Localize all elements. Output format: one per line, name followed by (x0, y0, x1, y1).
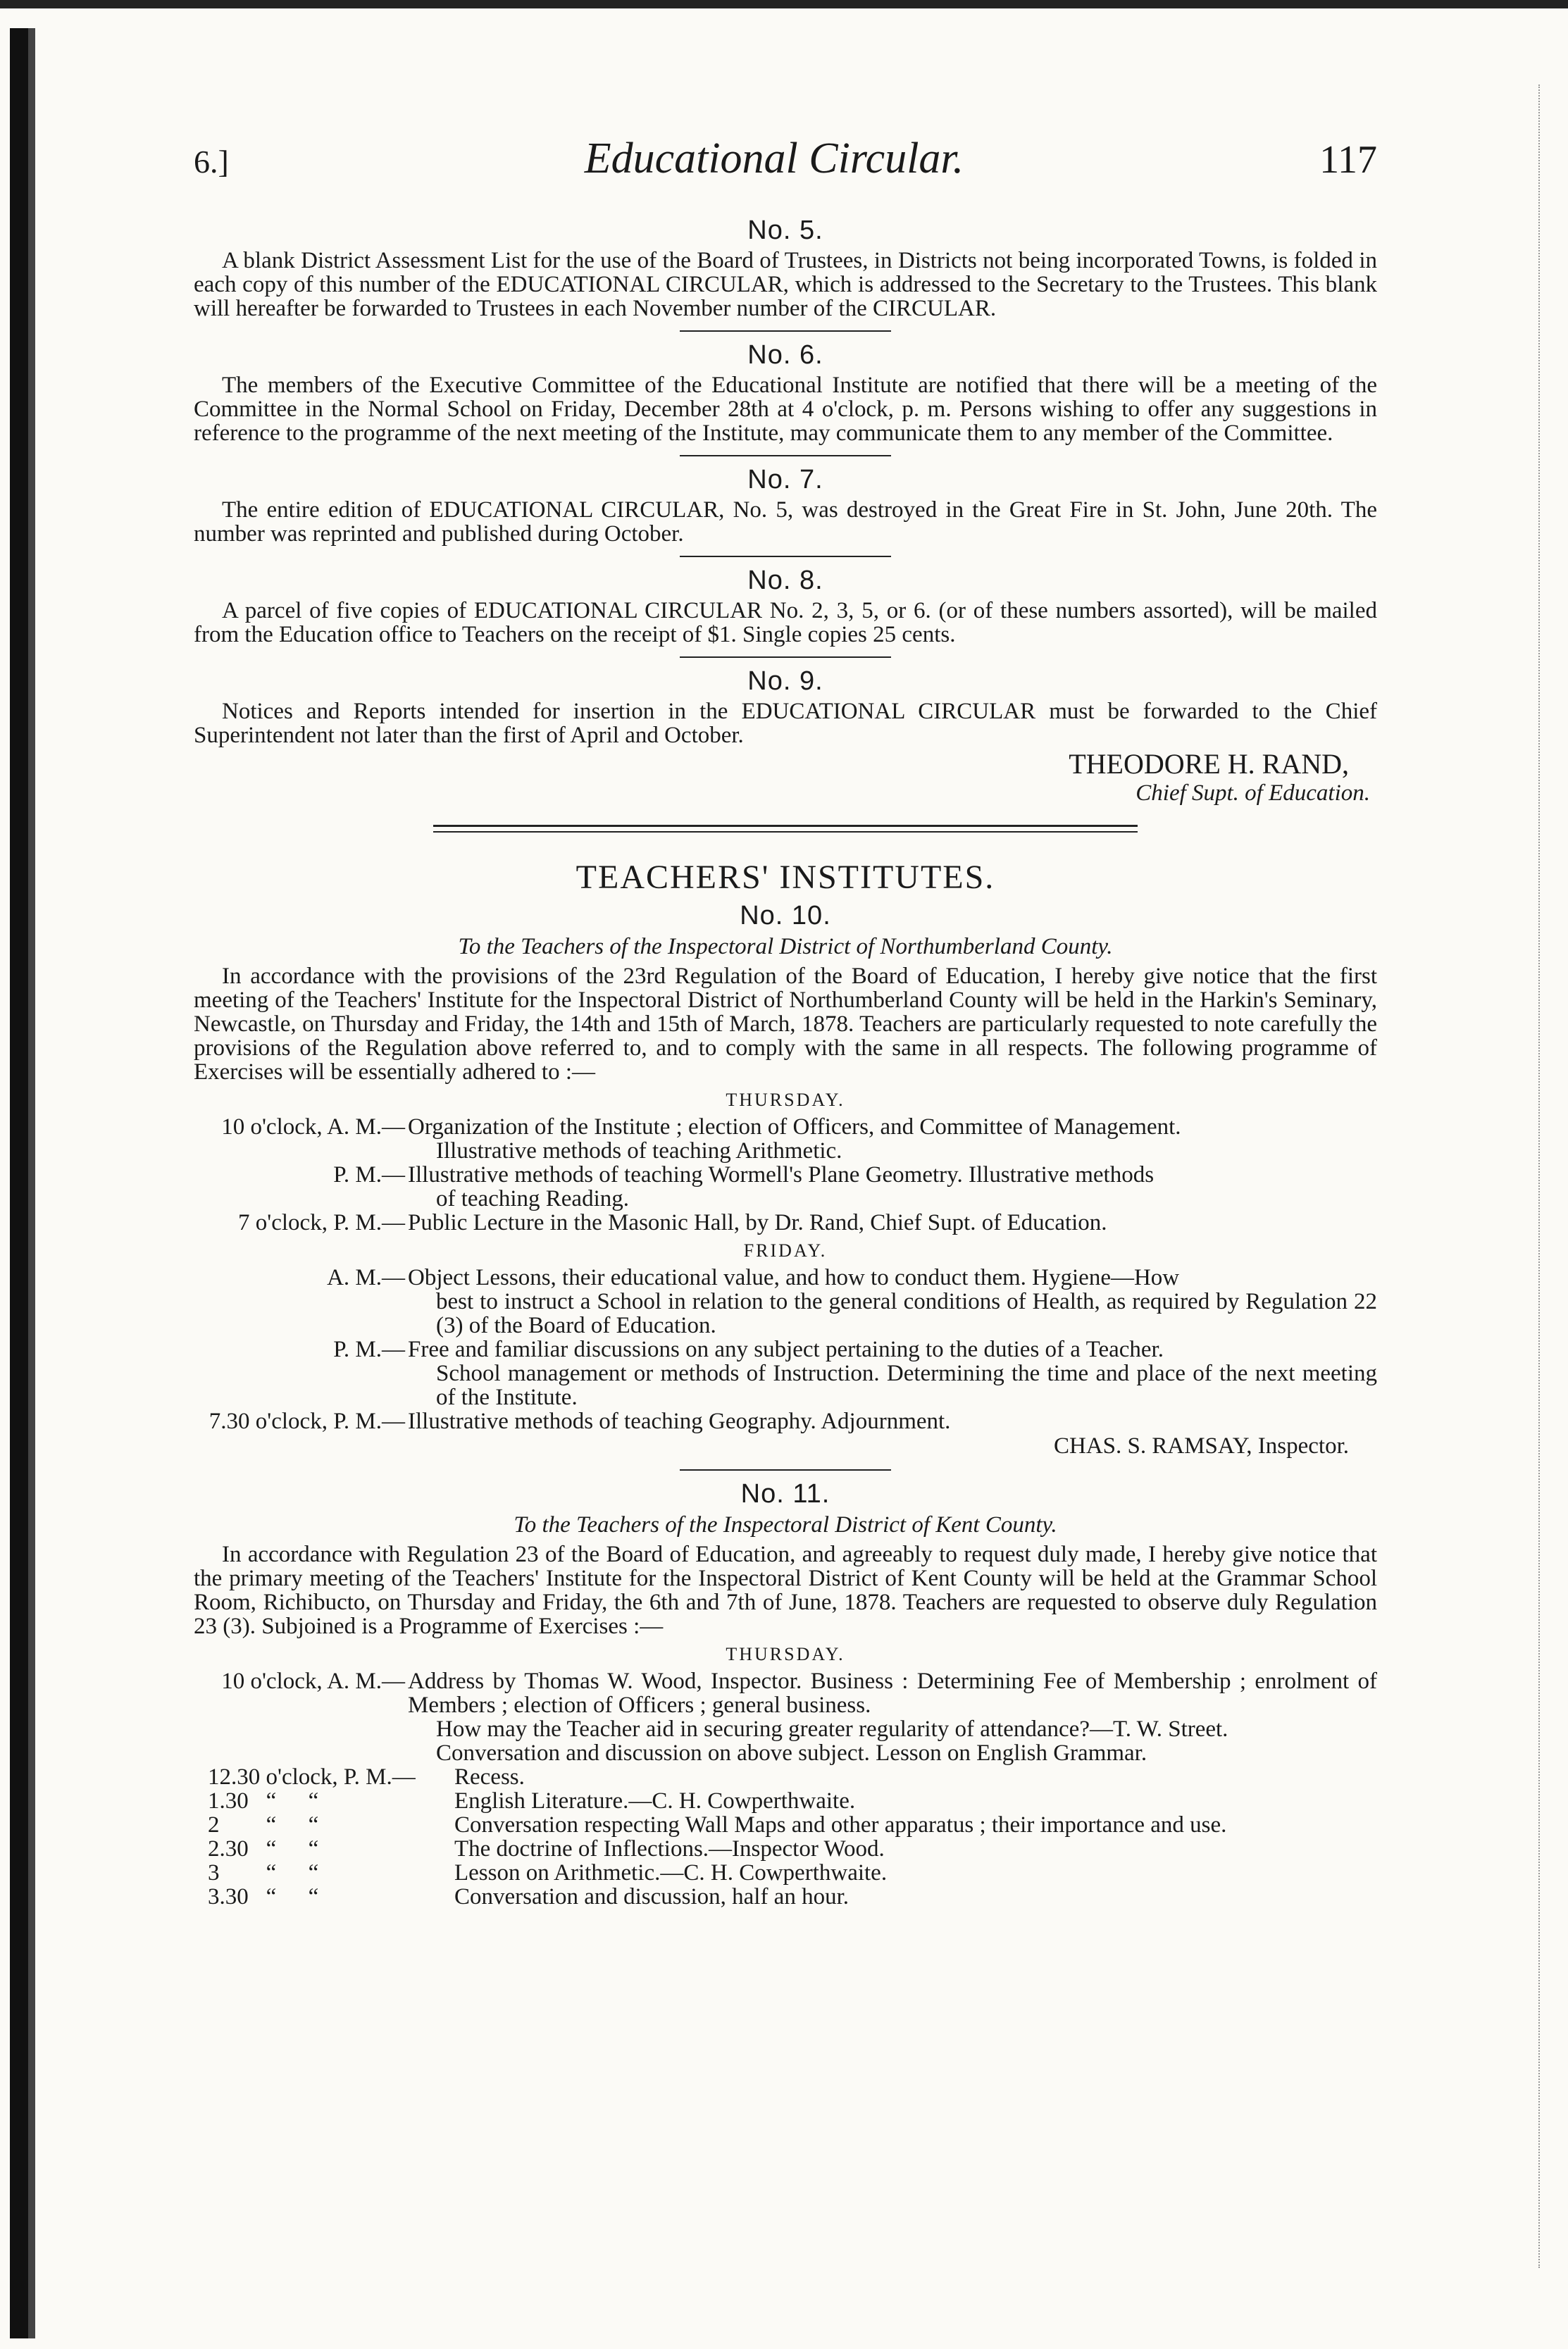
notice-11-heading: No. 11. (740, 1479, 830, 1509)
ditto-mark: “ (308, 1860, 319, 1886)
schedule-desc-main: Free and familiar discussions on any subject pertaining to the duties of a Teacher. (408, 1337, 1164, 1362)
schedule-desc-cont: of teaching Reading. (436, 1186, 629, 1211)
schedule-desc (408, 1409, 1377, 1433)
signature-title: Chief Supt. of Education. (1135, 780, 1370, 806)
program-time (194, 1765, 454, 1789)
notice-5-text: A blank District Assessment List for the use of the Board of Trustees, in Districts not being incorporated Towns, is folded in each copy of this number of the EDUCATIONAL CIRCULAR, which is addressed to the Secretary to the Trustees. This blank will hereafter be forwarded to Trustees in each November number of the CIRCULAR. (194, 248, 1377, 321)
program-time (194, 1813, 454, 1837)
schedule-time: A. M.— (327, 1265, 405, 1290)
institutes-heading: TEACHERS' INSTITUTES. (575, 859, 995, 896)
notice-10-heading: No. 10. (740, 901, 831, 930)
notice-9-heading: No. 9. (747, 666, 823, 696)
program-time (194, 1789, 454, 1813)
ditto-mark: “ (266, 1860, 277, 1886)
program-time-a: 1.30 (208, 1788, 249, 1814)
running-head (194, 134, 1377, 211)
ditto-mark: “ (308, 1884, 319, 1909)
ditto-mark: “ (308, 1788, 319, 1814)
schedule-desc-cont: How may the Teacher aid in securing greater regularity of attendance?—T. W. Street. (436, 1716, 1228, 1742)
program-row (194, 1861, 1377, 1885)
schedule-row (194, 1115, 1377, 1163)
section-rule (680, 656, 891, 658)
schedule-time: 7.30 o'clock, P. M.— (209, 1409, 405, 1434)
page-body (194, 134, 1377, 1909)
schedule-row (194, 1211, 1377, 1235)
schedule-friday (194, 1266, 1377, 1433)
ditto-mark: “ (308, 1836, 319, 1862)
notice-9-text: Notices and Reports intended for insertion in the EDUCATIONAL CIRCULAR must be forwarded to the Chief Superintendent not later than the first of April and October. (194, 699, 1377, 748)
ditto-mark: “ (266, 1836, 277, 1862)
notice-8-heading: No. 8. (747, 566, 823, 595)
right-margin-marks (1524, 85, 1540, 2268)
program-time-a: 2.30 (208, 1836, 249, 1862)
notice-11-address: To the Teachers of the Inspectoral District of Kent County. (514, 1512, 1057, 1538)
day-heading-thursday: THURSDAY. (726, 1644, 845, 1664)
running-title: Educational Circular. (584, 135, 964, 182)
program-time-a: 2 (208, 1812, 220, 1838)
program-time-a: 3.30 (208, 1884, 249, 1909)
program-time-a: 12.30 o'clock, (208, 1764, 338, 1790)
program-row (194, 1789, 1377, 1813)
schedule-row (194, 1669, 1377, 1765)
binding-spine (10, 28, 59, 2338)
top-edge-rule (0, 0, 1568, 15)
schedule-desc-cont: best to instruct a School in relation to the general conditions of Health, as required by Regulation 22 (3) of the Board of Education. (436, 1289, 1377, 1338)
schedule-desc (408, 1211, 1377, 1235)
schedule-desc-cont: Illustrative methods of teaching Arithmetic. (436, 1138, 842, 1164)
schedule-desc-main: Object Lessons, their educational value, and how to conduct them. Hygiene—How (408, 1265, 1180, 1290)
section-rule (680, 330, 891, 332)
double-rule (433, 825, 1138, 833)
notice-11-text: In accordance with Regulation 23 of the Board of Education, and agreeably to request duly made, I hereby give notice that the primary meeting of the Teachers' Institute for the Inspectoral District of Kent County will be held at the Grammar School Room, Richibucto, on Thursday and Friday, the 6th and 7th of June, 1878. Teachers are requested to observe duly Regulation 23 (3). Subjoined is a Programme of Exercises :— (194, 1542, 1377, 1639)
program-desc: Lesson on Arithmetic.—C. H. Cowperthwaite. (454, 1860, 888, 1886)
folio-left: 6.] (194, 144, 229, 180)
schedule-time: 10 o'clock, A. M.— (221, 1669, 405, 1694)
schedule-row (194, 1338, 1377, 1409)
program-row (194, 1885, 1377, 1909)
program-time-a: 3 (208, 1860, 220, 1886)
schedule-desc (408, 1266, 1377, 1338)
schedule-desc-cont: School management or methods of Instruction. Determining the time and place of the next meeting of the Institute. (436, 1361, 1377, 1410)
ditto-mark: “ (266, 1788, 277, 1814)
program-row (194, 1765, 1377, 1789)
schedule-desc (408, 1338, 1377, 1409)
program-row (194, 1813, 1377, 1837)
schedule-row (194, 1409, 1377, 1433)
notice-6-text: The members of the Executive Committee of the Educational Institute are notified that there will be a meeting of the Committee in the Normal School on Friday, December 28th at 4 o'clock, p. m. Persons wishing to offer any suggestions in reference to the programme of the next meeting of the Institute, may communicate them to any member of the Committee. (194, 373, 1377, 446)
day-heading-thursday: THURSDAY. (726, 1090, 845, 1110)
schedule-desc-main: Organization of the Institute ; election of Officers, and Committee of Management. (408, 1114, 1181, 1140)
schedule-desc (408, 1115, 1377, 1163)
inspector-signature: CHAS. S. RAMSAY, Inspector. (1053, 1433, 1349, 1459)
notice-8-text: A parcel of five copies of EDUCATIONAL CIRCULAR No. 2, 3, 5, or 6. (or of these numbers assorted), will be mailed from the Education office to Teachers on the receipt of $1. Single copies 25 cents. (194, 598, 1377, 647)
ditto-mark: “ (308, 1812, 319, 1838)
schedule-desc-main: Address by Thomas W. Wood, Inspector. Business : Determining Fee of Membership ; enrolment of Members ; election of Officers ; general business. (408, 1669, 1377, 1718)
section-rule (680, 556, 891, 557)
program-desc: Recess. (454, 1764, 525, 1790)
program-time (194, 1885, 454, 1909)
program-time (194, 1837, 454, 1861)
schedule-time: P. M.— (333, 1162, 405, 1188)
notice-10-text: In accordance with the provisions of the 23rd Regulation of the Board of Education, I hereby give notice that the first meeting of the Teachers' Institute for the Inspectoral District of Northumberland County will be held in the Harkin's Seminary, Newcastle, on Thursday and Friday, the 14th and 15th of March, 1878. Teachers are particularly requested to note carefully the provisions of the Regulation above referred to, and to comply with the same in all respects. The following programme of Exercises will be essentially adhered to :— (194, 964, 1377, 1085)
ditto-mark: “ (266, 1812, 277, 1838)
schedule-time: P. M.— (333, 1337, 405, 1362)
notice-7-text: The entire edition of EDUCATIONAL CIRCULAR, No. 5, was destroyed in the Great Fire in St. John, June 20th. The number was reprinted and published during October. (194, 497, 1377, 547)
section-rule (680, 455, 891, 456)
program-desc: English Literature.—C. H. Cowperthwaite. (454, 1788, 856, 1814)
schedule-kent (194, 1669, 1377, 1909)
schedule-thursday (194, 1115, 1377, 1235)
schedule-desc-main: Public Lecture in the Masonic Hall, by Dr. Rand, Chief Supt. of Education. (408, 1210, 1107, 1235)
program-desc: The doctrine of Inflections.—Inspector Wood. (454, 1836, 885, 1862)
schedule-desc-main: Illustrative methods of teaching Wormell's Plane Geometry. Illustrative methods (408, 1162, 1155, 1188)
program-desc: Conversation and discussion, half an hour. (454, 1884, 850, 1909)
schedule-row (194, 1266, 1377, 1338)
schedule-time: 7 o'clock, P. M.— (238, 1210, 405, 1235)
page-number: 117 (1319, 138, 1377, 182)
schedule-desc (408, 1669, 1377, 1765)
schedule-row (194, 1163, 1377, 1211)
program-time (194, 1861, 454, 1885)
notice-5-heading: No. 5. (747, 216, 823, 245)
program-time-b: P. M.— (343, 1764, 416, 1790)
schedule-time: 10 o'clock, A. M.— (221, 1114, 405, 1140)
notice-10-address: To the Teachers of the Inspectoral District of Northumberland County. (458, 934, 1113, 959)
schedule-desc-main: Illustrative methods of teaching Geography. Adjournment. (408, 1409, 951, 1434)
schedule-desc-cont: Conversation and discussion on above subject. Lesson on English Grammar. (436, 1740, 1147, 1766)
day-heading-friday: FRIDAY. (743, 1240, 828, 1261)
program-desc: Conversation respecting Wall Maps and other apparatus ; their importance and use. (454, 1812, 1227, 1838)
signature: THEODORE H. RAND, (1069, 748, 1349, 780)
notice-6-heading: No. 6. (747, 340, 823, 370)
program-row (194, 1837, 1377, 1861)
section-rule (680, 1469, 891, 1471)
ditto-mark: “ (266, 1884, 277, 1909)
notice-7-heading: No. 7. (747, 465, 823, 494)
schedule-desc (408, 1163, 1377, 1211)
